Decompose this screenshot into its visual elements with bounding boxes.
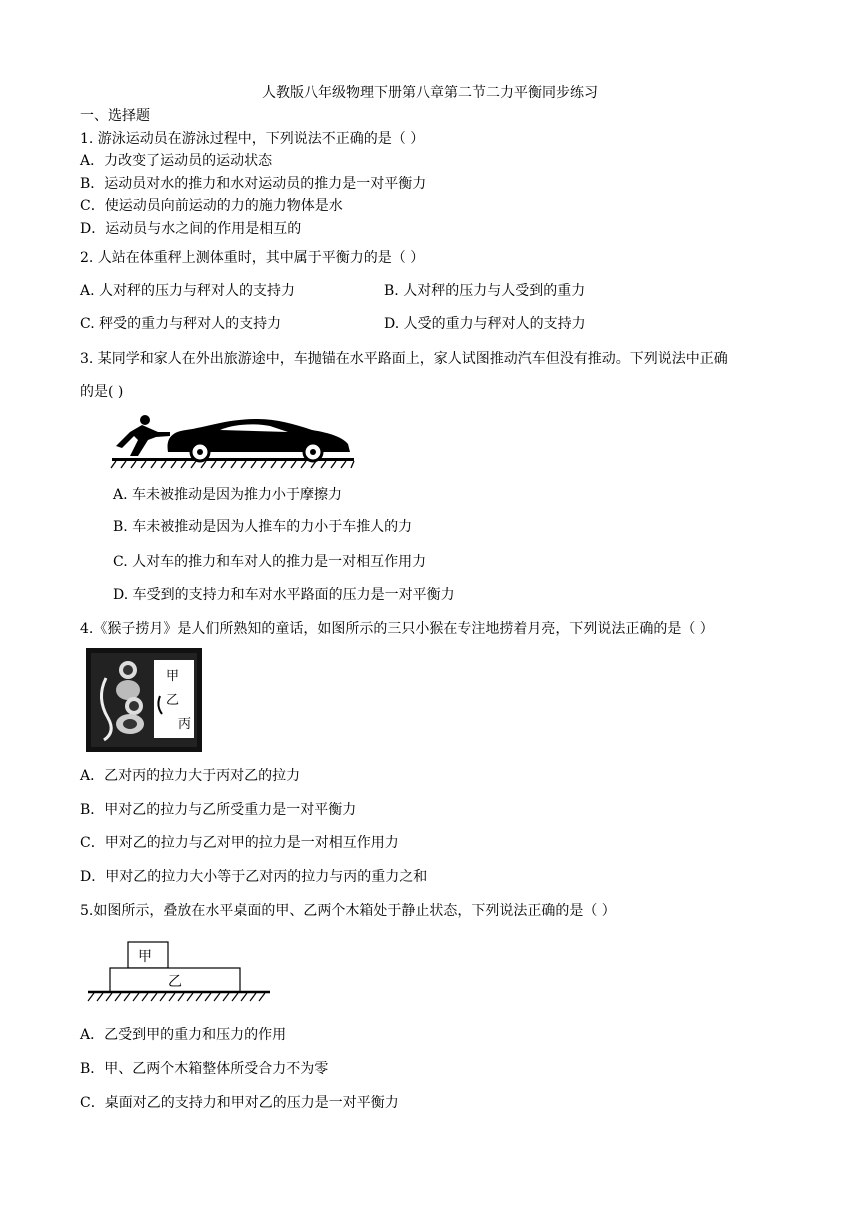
q1-option-a: A．力改变了运动员的运动状态 — [80, 153, 273, 169]
q5-option-a: A．乙受到甲的重力和压力的作用 — [80, 1027, 287, 1043]
q5-stem: 5.如图所示，叠放在水平桌面的甲、乙两个木箱处于静止状态，下列说法正确的是（ ） — [80, 903, 616, 919]
q3-stem-line2: 的是( ) — [80, 384, 124, 400]
boxes-figure — [84, 938, 274, 1008]
q2-option-c: C. 秤受的重力与秤对人的支持力 — [80, 316, 282, 332]
q5-fig-label-jia: 甲 — [138, 949, 152, 965]
q5-option-b: B．甲、乙两个木箱整体所受合力不为零 — [80, 1061, 329, 1077]
q4-fig-label-bing: 丙 — [178, 717, 192, 732]
section-heading: 一、选择题 — [80, 108, 150, 124]
q5-option-c: C．桌面对乙的支持力和甲对乙的压力是一对平衡力 — [80, 1095, 399, 1111]
car-push-figure — [108, 410, 358, 470]
q2-option-a: A. 人对秤的压力与秤对人的支持力 — [80, 283, 296, 299]
q4-fig-label-yi: 乙 — [166, 693, 180, 708]
q2-stem: 2. 人站在体重秤上测体重时，其中属于平衡力的是（ ） — [80, 250, 425, 266]
q2-option-d: D. 人受的重力与秤对人的支持力 — [384, 316, 586, 332]
q3-option-a: A. 车未被推动是因为推力小于摩擦力 — [113, 487, 343, 503]
q3-option-c: C. 人对车的推力和车对人的推力是一对相互作用力 — [113, 554, 427, 570]
q3-stem-line1: 3. 某同学和家人在外出旅游途中，车抛锚在水平路面上，家人试图推动汽车但没有推动。下列说法中正确 — [80, 351, 728, 367]
q3-option-d: D. 车受到的支持力和车对水平路面的压力是一对平衡力 — [113, 587, 455, 603]
q4-option-b: B．甲对乙的拉力与乙所受重力是一对平衡力 — [80, 802, 357, 818]
page-title: 人教版八年级物理下册第八章第二节二力平衡同步练习 — [262, 85, 598, 101]
q1-stem: 1. 游泳运动员在游泳过程中，下列说法不正确的是（ ） — [80, 131, 425, 147]
q1-option-d: D．运动员与水之间的作用是相互的 — [80, 221, 302, 237]
q3-option-b: B. 车未被推动是因为人推车的力小于车推人的力 — [113, 519, 413, 535]
q1-option-b: B．运动员对水的推力和水对运动员的推力是一对平衡力 — [80, 176, 427, 192]
q4-option-c: C．甲对乙的拉力与乙对甲的拉力是一对相互作用力 — [80, 835, 399, 851]
monkeys-figure — [86, 648, 202, 752]
q4-fig-label-jia: 甲 — [166, 669, 180, 684]
q2-option-b: B. 人对秤的压力与人受到的重力 — [384, 283, 586, 299]
q4-option-a: A．乙对丙的拉力大于丙对乙的拉力 — [80, 768, 301, 784]
q4-option-d: D．甲对乙的拉力大小等于乙对丙的拉力与丙的重力之和 — [80, 869, 428, 885]
q5-fig-label-yi: 乙 — [168, 974, 182, 990]
q4-stem: 4.《猴子捞月》是人们所熟知的童话，如图所示的三只小猴在专注地捞着月亮，下列说法正确的是（ ） — [80, 621, 714, 637]
q1-option-c: C．使运动员向前运动的力的施力物体是水 — [80, 198, 343, 214]
